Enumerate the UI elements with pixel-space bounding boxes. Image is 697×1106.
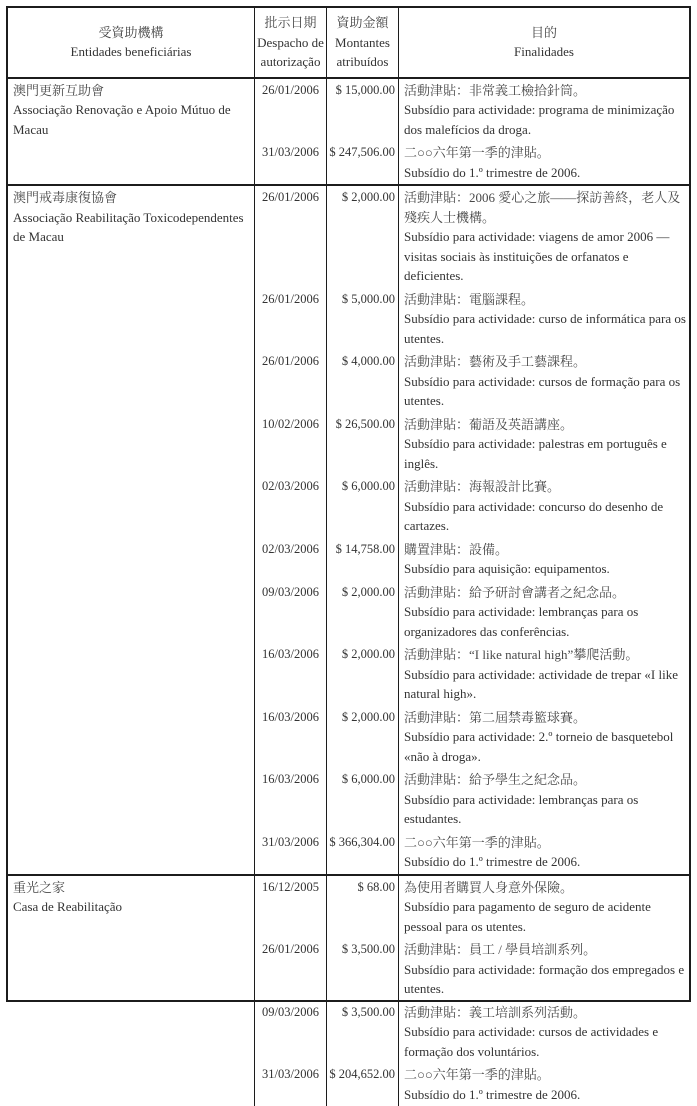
entity-cell xyxy=(8,186,255,874)
grant-date: 10/02/2006 xyxy=(255,413,327,476)
grant-date: 16/03/2006 xyxy=(255,643,327,706)
grant-entry xyxy=(255,475,689,538)
grant-entry xyxy=(255,288,689,351)
grant-date: 26/01/2006 xyxy=(255,350,327,413)
grant-amount: $ 15,000.00 xyxy=(327,79,399,142)
grant-entry xyxy=(255,1001,689,1064)
grant-purpose-zh: 二○○六年第一季的津貼。 xyxy=(404,1065,687,1085)
grant-purpose-pt: Subsídio para actividade: programa de minimização dos malefícios da droga. xyxy=(404,100,687,139)
grant-entry xyxy=(255,581,689,644)
grant-purpose-pt: Subsídio para aquisição: equipamentos. xyxy=(404,559,687,579)
grant-purpose xyxy=(399,768,689,831)
grant-purpose xyxy=(399,186,689,288)
grant-entry xyxy=(255,350,689,413)
grant-date: 31/03/2006 xyxy=(255,831,327,874)
grants-list xyxy=(255,186,689,874)
grant-amount: $ 2,000.00 xyxy=(327,706,399,769)
table-row xyxy=(8,79,689,185)
grant-date: 09/03/2006 xyxy=(255,1001,327,1064)
grant-purpose xyxy=(399,350,689,413)
grant-entry xyxy=(255,79,689,142)
grant-purpose xyxy=(399,581,689,644)
grant-purpose-zh: 為使用者購買人身意外保險。 xyxy=(404,878,687,898)
grant-entry xyxy=(255,876,689,939)
entity-cell xyxy=(8,79,255,185)
grant-purpose-zh: 活動津貼：電腦課程。 xyxy=(404,290,687,310)
grant-purpose-zh: 二○○六年第一季的津貼。 xyxy=(404,143,687,163)
grant-amount: $ 14,758.00 xyxy=(327,538,399,581)
grant-amount: $ 3,500.00 xyxy=(327,1001,399,1064)
grant-date: 09/03/2006 xyxy=(255,581,327,644)
table-body xyxy=(8,79,689,1106)
grant-entry xyxy=(255,413,689,476)
header-amount-zh: 資助金額 xyxy=(336,13,388,33)
entity-name-pt: Associação Renovação e Apoio Mútuo de Macau xyxy=(13,100,248,139)
grant-amount: $ 366,304.00 xyxy=(327,831,399,874)
grant-amount: $ 6,000.00 xyxy=(327,475,399,538)
header-purpose-zh: 目的 xyxy=(531,23,557,43)
grant-amount: $ 3,500.00 xyxy=(327,938,399,1001)
grant-purpose-pt: Subsídio do 1.º trimestre de 2006. xyxy=(404,852,687,872)
grant-purpose-zh: 活動津貼：給予學生之紀念品。 xyxy=(404,770,687,790)
grant-date: 16/03/2006 xyxy=(255,768,327,831)
grant-purpose-zh: 活動津貼：海報設計比賽。 xyxy=(404,477,687,497)
header-purpose-pt: Finalidades xyxy=(514,42,574,62)
grant-purpose xyxy=(399,288,689,351)
grant-purpose-zh: 活動津貼：員工 / 學員培訓系列。 xyxy=(404,940,687,960)
grant-date: 02/03/2006 xyxy=(255,538,327,581)
grant-purpose xyxy=(399,1001,689,1064)
grant-purpose xyxy=(399,643,689,706)
table-row xyxy=(8,184,689,874)
grant-date: 31/03/2006 xyxy=(255,1063,327,1106)
grant-date: 26/01/2006 xyxy=(255,938,327,1001)
grants-list xyxy=(255,79,689,185)
grant-entry xyxy=(255,643,689,706)
grant-purpose-pt: Subsídio para pagamento de seguro de acidente pessoal para os utentes. xyxy=(404,897,687,936)
subsidies-table xyxy=(6,6,691,1002)
grant-date: 31/03/2006 xyxy=(255,141,327,184)
grant-amount: $ 68.00 xyxy=(327,876,399,939)
grant-purpose-pt: Subsídio para actividade: lembranças para os organizadores das conferências. xyxy=(404,602,687,641)
header-date xyxy=(255,8,327,77)
grant-entry xyxy=(255,141,689,184)
grant-purpose xyxy=(399,79,689,142)
header-date-zh: 批示日期 xyxy=(264,13,316,33)
grant-amount: $ 2,000.00 xyxy=(327,581,399,644)
header-date-pt: Despacho de autorização xyxy=(257,33,324,72)
header-purpose xyxy=(399,8,689,77)
grant-amount: $ 204,652.00 xyxy=(327,1063,399,1106)
grant-purpose xyxy=(399,141,689,184)
grant-date: 16/03/2006 xyxy=(255,706,327,769)
grant-entry xyxy=(255,538,689,581)
grant-date: 26/01/2006 xyxy=(255,79,327,142)
grant-purpose xyxy=(399,706,689,769)
grant-purpose-zh: 購置津貼：設備。 xyxy=(404,540,687,560)
grant-purpose-pt: Subsídio para actividade: palestras em português e inglês. xyxy=(404,434,687,473)
grant-purpose-pt: Subsídio para actividade: viagens de amor 2006 — visitas sociais às instituições de orfanatos e deficientes. xyxy=(404,227,687,286)
grant-purpose xyxy=(399,876,689,939)
grant-amount: $ 5,000.00 xyxy=(327,288,399,351)
grant-entry xyxy=(255,706,689,769)
grant-purpose-zh: 活動津貼：給予研討會講者之紀念品。 xyxy=(404,583,687,603)
grant-purpose-zh: 二○○六年第一季的津貼。 xyxy=(404,833,687,853)
header-entities-zh: 受資助機構 xyxy=(98,23,163,43)
entity-name-pt: Casa de Reabilitação xyxy=(13,897,248,917)
grant-date: 26/01/2006 xyxy=(255,186,327,288)
grant-date: 16/12/2005 xyxy=(255,876,327,939)
grant-entry xyxy=(255,768,689,831)
grant-purpose-zh: 活動津貼：藝術及手工藝課程。 xyxy=(404,352,687,372)
grant-purpose-zh: 活動津貼：非常義工檢拾針筒。 xyxy=(404,81,687,101)
grant-purpose xyxy=(399,831,689,874)
grant-amount: $ 247,506.00 xyxy=(327,141,399,184)
grant-purpose-zh: 活動津貼：第二屆禁毒籃球賽。 xyxy=(404,708,687,728)
grant-purpose xyxy=(399,475,689,538)
grant-amount: $ 26,500.00 xyxy=(327,413,399,476)
entity-cell xyxy=(8,876,255,1106)
header-amount-pt: Montantes atribuídos xyxy=(329,33,396,72)
grant-purpose-zh: 活動津貼：葡語及英語講座。 xyxy=(404,415,687,435)
grant-amount: $ 6,000.00 xyxy=(327,768,399,831)
grant-purpose xyxy=(399,938,689,1001)
entity-name-pt: Associação Reabilitação Toxicodependentes de Macau xyxy=(13,208,248,247)
grant-purpose-pt: Subsídio para actividade: curso de informática para os utentes. xyxy=(404,309,687,348)
grant-purpose-pt: Subsídio para actividade: formação dos empregados e utentes. xyxy=(404,960,687,999)
grant-purpose-zh: 活動津貼：“I like natural high”攀爬活動。 xyxy=(404,645,687,665)
entity-name-zh: 重光之家 xyxy=(13,878,248,898)
grant-purpose xyxy=(399,538,689,581)
grant-purpose xyxy=(399,1063,689,1106)
grant-purpose-pt: Subsídio para actividade: concurso do desenho de cartazes. xyxy=(404,497,687,536)
grant-purpose-zh: 活動津貼：2006 愛心之旅——探訪善終，老人及殘疾人士機構。 xyxy=(404,188,687,227)
header-entities-pt: Entidades beneficiárias xyxy=(71,42,192,62)
grant-purpose-pt: Subsídio para actividade: cursos de formação para os utentes. xyxy=(404,372,687,411)
grant-purpose-pt: Subsídio para actividade: actividade de trepar «I like natural high». xyxy=(404,665,687,704)
grant-purpose xyxy=(399,413,689,476)
grant-purpose-pt: Subsídio do 1.º trimestre de 2006. xyxy=(404,163,687,183)
entity-name-zh: 澳門更新互助會 xyxy=(13,81,248,101)
table-header-row xyxy=(8,8,689,79)
header-entities xyxy=(8,8,255,77)
grant-date: 02/03/2006 xyxy=(255,475,327,538)
table-row xyxy=(8,874,689,1106)
grant-purpose-pt: Subsídio para actividade: 2.º torneio de basquetebol «não à droga». xyxy=(404,727,687,766)
grant-amount: $ 2,000.00 xyxy=(327,643,399,706)
grant-entry xyxy=(255,186,689,288)
grant-entry xyxy=(255,1063,689,1106)
entity-name-zh: 澳門戒毒康復協會 xyxy=(13,188,248,208)
grant-purpose-pt: Subsídio para actividade: lembranças para os estudantes. xyxy=(404,790,687,829)
grant-purpose-pt: Subsídio para actividade: cursos de actividades e formação dos voluntários. xyxy=(404,1022,687,1061)
grant-purpose-pt: Subsídio do 1.º trimestre de 2006. xyxy=(404,1085,687,1105)
grant-entry xyxy=(255,831,689,874)
grant-date: 26/01/2006 xyxy=(255,288,327,351)
grants-list xyxy=(255,876,689,1106)
grant-amount: $ 2,000.00 xyxy=(327,186,399,288)
grant-amount: $ 4,000.00 xyxy=(327,350,399,413)
grant-entry xyxy=(255,938,689,1001)
header-amount xyxy=(327,8,399,77)
grant-purpose-zh: 活動津貼：義工培訓系列活動。 xyxy=(404,1003,687,1023)
